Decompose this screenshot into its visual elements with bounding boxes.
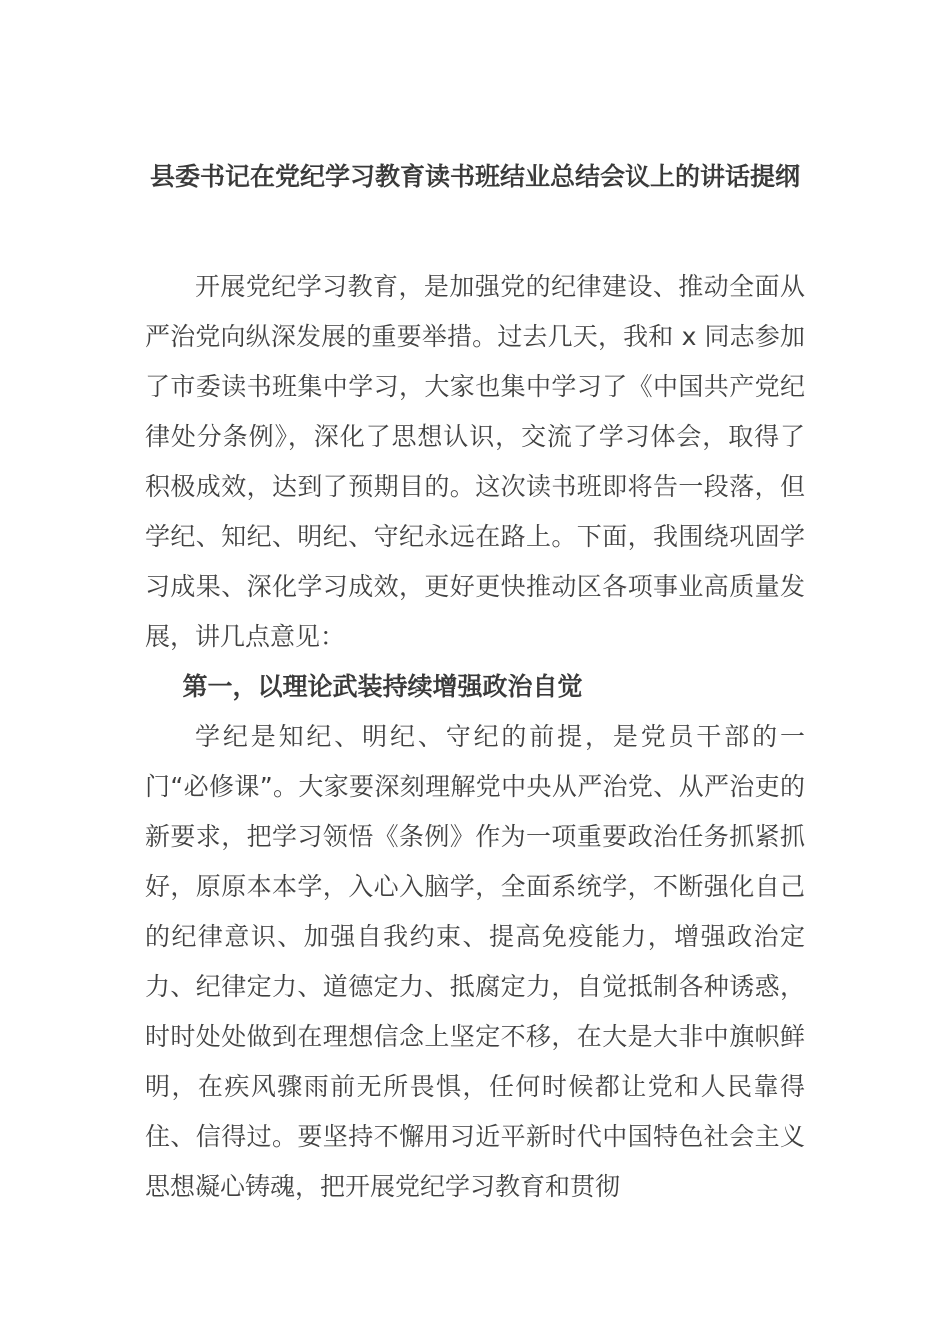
- document-body: [145, 262, 805, 1212]
- intro-paragraph: 开展党纪学习教育，是加强党的纪律建设、推动全面从严治党向纵深发展的重要举措。过去几天，我和 x 同志参加了市委读书班集中学习，大家也集中学习了《中国共产党纪律处分条例》，深化了思想认识，交流了学习体会，取得了积极成效，达到了预期目的。这次读书班即将告一段落，但学纪、知纪、明纪、守纪永远在路上。下面，我围绕巩固学习成果、深化学习成效，更好更快推动区各项事业高质量发展，讲几点意见：: [145, 272, 805, 651]
- section-paragraph: 学纪是知纪、明纪、守纪的前提，是党员干部的一门“必修课”。大家要深刻理解党中央从严治党、从严治吏的新要求，把学习领悟《条例》作为一项重要政治任务抓紧抓好，原原本本学，入心入脑学，全面系统学，不断强化自己的纪律意识、加强自我约束、提高免疫能力，增强政治定力、纪律定力、道德定力、抵腐定力，自觉抵制各种诱惑，时时处处做到在理想信念上坚定不移，在大是大非中旗帜鲜明，在疾风骤雨前无所畏惧，任何时候都让党和人民靠得住、信得过。要坚持不懈用习近平新时代中国特色社会主义思想凝心铸魂，把开展党纪学习教育和贯彻: [145, 722, 805, 1201]
- section-heading: 第一，以理论武装持续增强政治自觉: [182, 672, 583, 701]
- document-title: 县委书记在党纪学习教育读书班结业总结会议上的讲话提纲: [149, 162, 800, 191]
